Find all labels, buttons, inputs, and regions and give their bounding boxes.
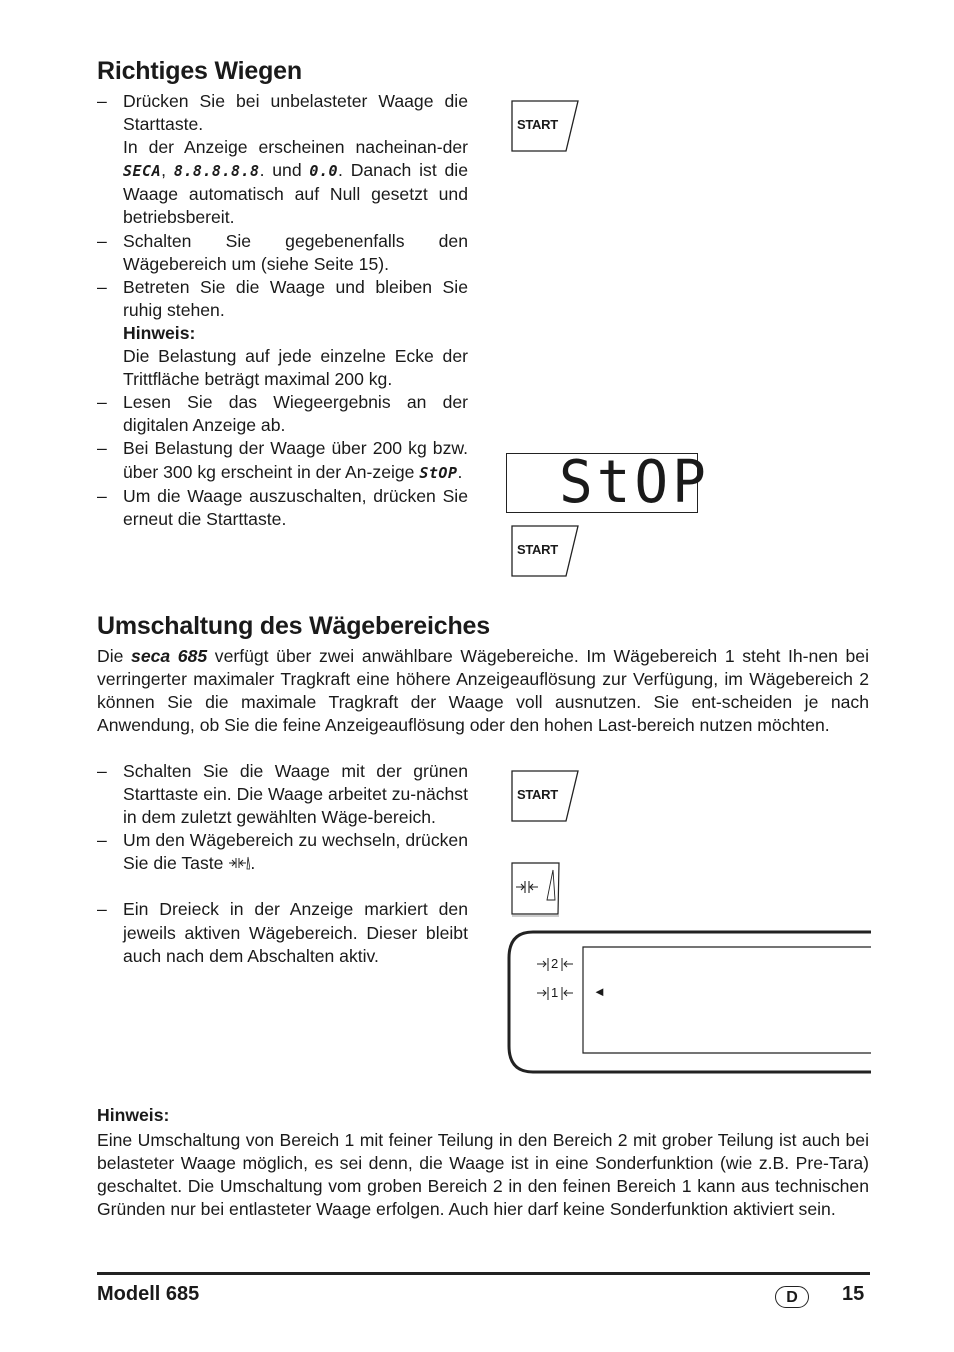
page-number: 15: [842, 1283, 865, 1305]
step-text: Um den Wägebereich zu wechseln, drücken Sie die Taste: [123, 830, 468, 874]
range-1-label: 1: [551, 985, 559, 1000]
lcd-seca: SECA: [123, 162, 162, 181]
section-title-richtiges-wiegen: Richtiges Wiegen: [97, 57, 302, 85]
step-text: Betreten Sie die Waage und bleiben Sie ruhig stehen.: [123, 276, 468, 320]
range-steps: [97, 760, 468, 968]
range-2-label: 2: [551, 956, 559, 971]
list-item: [97, 760, 468, 829]
lcd-test: 8.8.8.8.8: [173, 162, 260, 181]
range-switch-key: [511, 862, 563, 918]
list-item: [97, 90, 468, 136]
start-button-icon: [511, 100, 581, 152]
step-text: Schalten Sie die Waage mit der grünen Starttaste ein. Die Waage arbeitet zu-nächst in dem zuletzt gewählten Wäge-bereich.: [123, 761, 468, 828]
list-item: [97, 230, 468, 276]
step-text: Drücken Sie bei unbelasteter Waage die Starttaste.: [123, 91, 468, 135]
note-text: Eine Umschaltung von Bereich 1 mit feiner Teilung in den Bereich 2 mit grober Teilung ist auch bei belasteter Waage möglich, es sei denn, die Waage ist in eine Sonderfunktion (wie z.B. Pre-Tara) geschaltet. Die Umschaltung vom groben Bereich 2 in den feinen Bereich 1 kann aus technischen Gründen nur bei entlasteter Waage erfolgen. Auch hier darf keine Sonderfunktion aktiviert sein.: [97, 1130, 869, 1220]
intro-text: verfügt über zwei anwählbare Wägebereiche. Im Wägebereich 1 steht Ih-nen bei verringerter maximaler Tragkraft eine höhere Anzeigeauflösung zur Verfügung, im Wägebereich 2 können Sie die maximale Tragkraft der Waage voll ausnutzen. Sie ent-scheiden je nach Anwendung, ob Sie die feine Anzeigeauflösung oder den hohen Last-bereich nutzen möchten.: [97, 646, 869, 736]
stop-display: [506, 448, 710, 517]
start-label: START: [517, 787, 558, 802]
range-display-panel: [505, 928, 871, 1076]
list-item: [97, 391, 468, 437]
list-item-continuation: [97, 136, 468, 229]
range-display-frame: [505, 928, 871, 1076]
spacer: [97, 875, 468, 898]
step-text: .: [457, 461, 463, 482]
list-item: [97, 898, 468, 967]
note-label: Hinweis:: [97, 1105, 170, 1125]
separator: ,: [161, 160, 174, 181]
range-switch-key-icon: [511, 862, 563, 918]
footer-divider: [97, 1272, 870, 1275]
section-title-umschaltung: Umschaltung des Wägebereiches: [97, 612, 490, 640]
step-text: Lesen Sie das Wiegeergebnis an der digitalen Anzeige ab.: [123, 392, 468, 436]
list-item: [97, 829, 468, 875]
step-text: .: [250, 853, 256, 874]
intro-paragraph: [97, 645, 869, 737]
separator: . und: [259, 160, 310, 181]
list-item: [97, 437, 468, 484]
intro-text: Die: [97, 646, 132, 666]
list-item: [97, 485, 468, 531]
model-name: seca 685: [131, 646, 208, 666]
start-label: START: [517, 542, 558, 557]
step-text: Bei Belastung der Waage über 200 kg bzw. über 300 kg erscheint in der An-zeige: [123, 438, 468, 482]
stop-display-text: StOP: [559, 448, 710, 517]
lcd-zero: 0.0: [309, 162, 339, 181]
step-text: Ein Dreieck in der Anzeige markiert den jeweils aktiven Wägebereich. Dieser bleibt auch nach dem Abschalten aktiv.: [123, 899, 468, 966]
note-text: Die Belastung auf jede einzelne Ecke der Trittfläche beträgt maximal 200 kg.: [123, 346, 468, 390]
footer-model: Modell 685: [97, 1283, 200, 1305]
active-range-marker: ◄: [593, 984, 606, 999]
note-label: Hinweis:: [123, 322, 196, 343]
start-label: START: [517, 117, 558, 132]
start-button-icon: [511, 525, 581, 577]
lcd-stop: StOP: [419, 463, 458, 482]
language-badge: D: [775, 1286, 809, 1308]
step-text: Schalten Sie gegebenenfalls den Wägebereich um (siehe Seite 15).: [123, 230, 468, 274]
list-item: [97, 276, 468, 322]
step-text: Um die Waage auszuschalten, drücken Sie erneut die Starttaste.: [123, 485, 468, 529]
weighing-steps: [97, 90, 468, 531]
start-button-icon: [511, 770, 581, 822]
step-text: . Danach ist die Waage automatisch auf Null gesetzt und betriebsbereit.: [123, 160, 468, 228]
step-text: In der Anzeige erscheinen nacheinan-der: [123, 137, 468, 158]
range-switch-icon: [228, 855, 250, 871]
